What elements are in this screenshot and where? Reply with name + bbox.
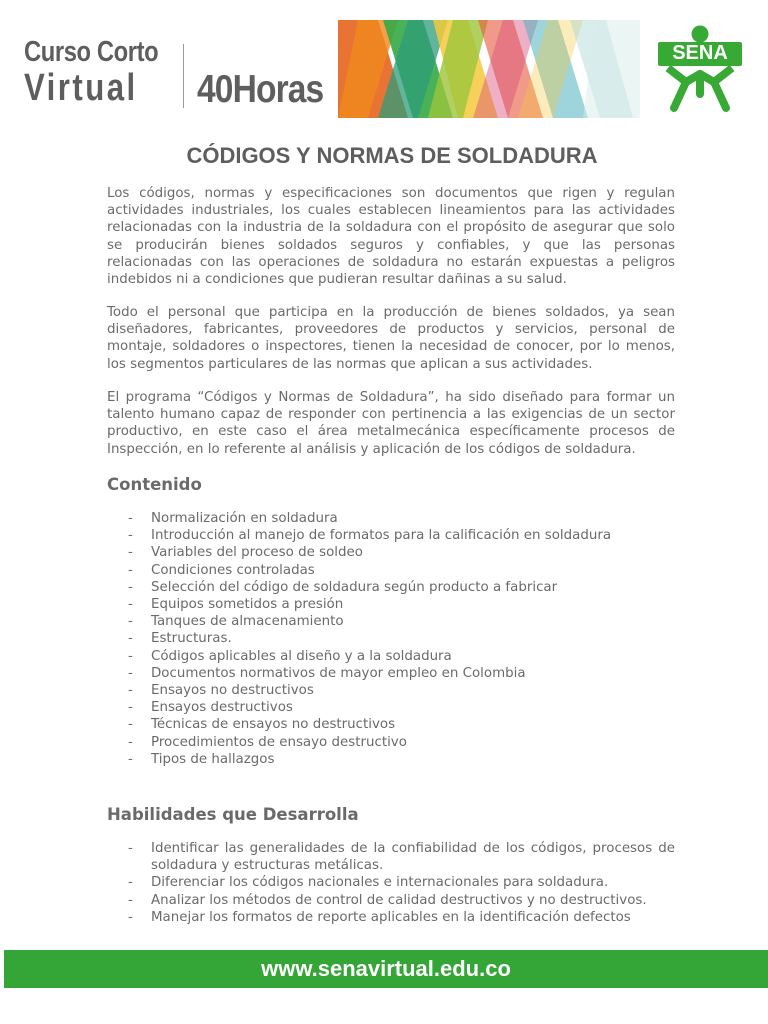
list-item: - Manejar los formatos de reporte aplicables en la identificación defectos xyxy=(127,909,675,926)
page-title: CÓDIGOS Y NORMAS DE SOLDADURA xyxy=(186,143,598,168)
list-item: - Identificar las generalidades de la confiabilidad de los códigos, procesos de soldadura y estructuras metálicas. xyxy=(127,840,675,874)
list-item: - Condiciones controladas xyxy=(127,562,675,579)
list-item: - Documentos normativos de mayor empleo en Colombia xyxy=(127,665,675,682)
list-item: - Tanques de almacenamiento xyxy=(127,613,675,630)
sena-logo xyxy=(656,24,744,112)
list-item: - Variables del proceso de soldeo xyxy=(127,544,675,561)
contenido-heading: Contenido xyxy=(107,475,202,494)
logo-text: SENA xyxy=(672,42,728,64)
list-item: - Normalización en soldadura xyxy=(127,510,675,527)
brand-title-line2: Virtual xyxy=(24,67,138,109)
footer-url[interactable]: www.senavirtual.edu.co xyxy=(261,956,511,981)
personnel-paragraph: Todo el personal que participa en la producción de bienes soldados, ya sean diseñadores, fabricantes, proveedores de productos y servicios, personal de montaje, soldadores o inspectores, tienen la necesidad de conocer, por lo menos, los segmentos particulares de las normas que aplican a sus actividades. xyxy=(107,305,675,372)
list-item: - Introducción al manejo de formatos para la calificación en soldadura xyxy=(127,527,675,544)
list-item: - Códigos aplicables al diseño y a la soldadura xyxy=(127,648,675,665)
contenido-list xyxy=(127,510,675,768)
decorative-banner xyxy=(338,20,640,118)
habilidades-heading: Habilidades que Desarrolla xyxy=(107,805,359,824)
brand-title-line1: Curso Corto xyxy=(24,36,159,68)
list-item: - Procedimientos de ensayo destructivo xyxy=(127,734,675,751)
course-hours: 40Horas xyxy=(197,68,324,111)
brand-divider xyxy=(183,44,184,108)
intro-paragraph: Los códigos, normas y especificaciones son documentos que rigen y regulan actividades industriales, los cuales establecen lineamientos para las actividades relacionadas con la industria de la soldadura con el propósito de asegurar que solo se producirán bienes soldados seguros y confiables, y que las personas relacionadas con las operaciones de soldadura no estarán expuestas a peligros indebidos ni a condiciones que pudieran resultar dañinas a su salud. xyxy=(107,186,675,288)
program-paragraph: El programa “Códigos y Normas de Soldadura”, ha sido diseñado para formar un talento humano capaz de responder con pertinencia a las exigencias de un sector productivo, en este caso el área metalmecánica específicamente procesos de Inspección, en lo referente al análisis y aplicación de los códigos de soldadura. xyxy=(107,390,675,457)
list-item: - Selección del código de soldadura según producto a fabricar xyxy=(127,579,675,596)
list-item: - Analizar los métodos de control de calidad destructivos y no destructivos. xyxy=(127,892,675,909)
footer-bar xyxy=(4,950,768,988)
list-item: - Ensayos destructivos xyxy=(127,699,675,716)
list-item: - Estructuras. xyxy=(127,630,675,647)
habilidades-list xyxy=(127,840,675,930)
header xyxy=(0,0,768,130)
list-item: - Tipos de hallazgos xyxy=(127,751,675,768)
list-item: - Ensayos no destructivos xyxy=(127,682,675,699)
list-item: - Diferenciar los códigos nacionales e internacionales para soldadura. xyxy=(127,874,675,891)
list-item: - Equipos sometidos a presión xyxy=(127,596,675,613)
list-item: - Técnicas de ensayos no destructivos xyxy=(127,716,675,733)
